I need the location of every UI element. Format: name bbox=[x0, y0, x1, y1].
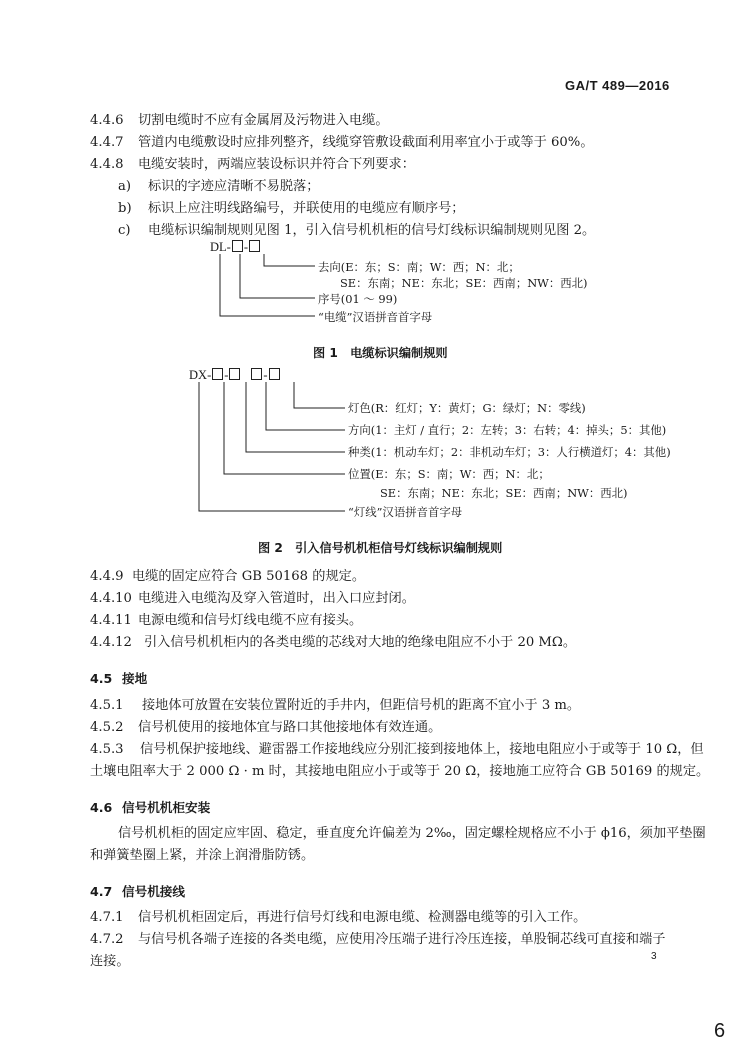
figure1-prefix: DL bbox=[210, 240, 227, 254]
clause-number: 4.4.6 bbox=[90, 113, 124, 128]
section-number: 4.5 bbox=[90, 671, 113, 686]
section-title: 信号机接线 bbox=[122, 884, 185, 899]
figure2-label-pinyin: “灯线”汉语拼音首字母 bbox=[348, 505, 463, 519]
clause-number: 4.5.1 bbox=[90, 698, 124, 713]
clause-text: 管道内电缆敷设时应排列整齐，线缆穿管敷设截面利用率宜小于或等于 60%。 bbox=[138, 135, 594, 150]
clause-number: 4.4.11 bbox=[90, 613, 132, 628]
figure2-sep: - bbox=[207, 368, 212, 382]
clause-4-4-9 bbox=[90, 569, 365, 585]
figure1-label-serial: 序号(01 ～ 99) bbox=[318, 292, 398, 306]
clause-4-7-2 bbox=[90, 932, 666, 948]
placeholder-box bbox=[212, 368, 223, 380]
clause-number: 4.5.3 bbox=[90, 742, 124, 757]
clause-number: 4.4.12 bbox=[90, 635, 132, 650]
section-title: 信号机机柜安装 bbox=[122, 800, 211, 815]
section-number: 4.6 bbox=[90, 800, 113, 815]
section-4-6-line2: 和弹簧垫圈上紧，并涂上润滑脂防锈。 bbox=[90, 848, 315, 863]
clause-text: 电缆安装时，两端应装设标识并符合下列要求： bbox=[138, 157, 415, 172]
figure1-label-pinyin: “电缆”汉语拼音首字母 bbox=[318, 310, 433, 324]
section-4-6-heading bbox=[90, 797, 210, 816]
clause-number: 4.7.1 bbox=[90, 910, 124, 925]
clause-4-5-1 bbox=[90, 698, 580, 714]
clause-4-7-1 bbox=[90, 910, 586, 926]
clause-4-4-12 bbox=[90, 635, 576, 651]
figure2-sep: - bbox=[263, 368, 268, 382]
placeholder-box bbox=[269, 368, 280, 380]
clause-text: 引入信号机机柜内的各类电缆的芯线对大地的绝缘电阻应不小于 20 MΩ。 bbox=[144, 635, 577, 650]
figure2-label-position: 位置(E：东；S：南；W：西；N：北； bbox=[348, 467, 550, 481]
sheet-number: 6 bbox=[714, 1020, 726, 1042]
list-label: b) bbox=[118, 201, 132, 216]
clause-number: 4.4.10 bbox=[90, 591, 132, 606]
clause-text: 电源电缆和信号灯线电缆不应有接头。 bbox=[138, 613, 363, 628]
clause-4-5-3-continuation: 土壤电阻率大于 2 000 Ω · m 时，其接地电阻应小于或等于 20 Ω，接地施工应符合 GB 50169 的规定。 bbox=[90, 764, 710, 779]
figure1-label-direction: 去向(E：东；S：南；W：西；N：北； bbox=[318, 260, 520, 274]
section-4-5-heading bbox=[90, 668, 147, 687]
clause-number: 4.7.2 bbox=[90, 932, 124, 947]
list-text: 标识上应注明线路编号，并联使用的电缆应有顺序号； bbox=[148, 201, 465, 216]
figure1-sep: - bbox=[226, 240, 231, 254]
clause-4-5-2 bbox=[90, 720, 441, 736]
section-title: 接地 bbox=[122, 671, 148, 686]
clause-number: 4.4.9 bbox=[90, 569, 124, 584]
clause-text: 信号机使用的接地体宜与路口其他接地体有效连通。 bbox=[138, 720, 442, 735]
figure2-sep: - bbox=[224, 368, 229, 382]
section-4-6-line1: 信号机机柜的固定应牢固、稳定，垂直度允许偏差为 2‰，固定螺栓规格应不小于 ϕ16，须加平垫圈 bbox=[118, 826, 706, 841]
figure1-caption: 图 1 电缆标识编制规则 bbox=[313, 346, 448, 360]
figure1-label-direction-cont: SE：东南；NE：东北；SE：西南；NW：西北) bbox=[340, 276, 588, 290]
clause-text: 电缆进入电缆沟及穿入管道时，出入口应封闭。 bbox=[138, 591, 415, 606]
figure2-code bbox=[189, 368, 281, 383]
placeholder-box bbox=[251, 368, 262, 380]
figure1-sep: - bbox=[243, 240, 249, 254]
section-number: 4.7 bbox=[90, 884, 113, 899]
clause-4-4-11 bbox=[90, 613, 362, 629]
figure2-caption: 图 2 引入信号机机柜信号灯线标识编制规则 bbox=[258, 541, 503, 555]
placeholder-box bbox=[229, 368, 240, 380]
clause-text: 信号机机柜固定后，再进行信号灯线和电源电缆、检测器电缆等的引入工作。 bbox=[138, 910, 587, 925]
clause-text: 与信号机各端子连接的各类电缆，应使用冷压端子进行冷压连接，单股铜芯线可直接和端子 bbox=[138, 932, 666, 947]
list-text: 电缆标识编制规则见图 1，引入信号机机柜的信号灯线标识编制规则见图 2。 bbox=[148, 223, 596, 238]
figure2-label-position-cont: SE：东南；NE：东北；SE：西南；NW：西北) bbox=[380, 486, 628, 500]
figure2-label-color: 灯色(R：红灯；Y：黄灯；G：绿灯；N：零线) bbox=[348, 401, 586, 415]
figure2-prefix: DX bbox=[189, 368, 208, 382]
clause-number: 4.5.2 bbox=[90, 720, 124, 735]
list-text: 标识的字迹应清晰不易脱落； bbox=[148, 179, 320, 194]
clause-number: 4.4.8 bbox=[90, 157, 124, 172]
clause-4-5-3 bbox=[90, 742, 704, 758]
clause-4-7-2-continuation: 连接。 bbox=[90, 954, 130, 969]
page-number: 3 bbox=[651, 951, 657, 962]
clause-4-4-10 bbox=[90, 591, 415, 607]
clause-number: 4.4.7 bbox=[90, 135, 124, 150]
section-4-7-heading bbox=[90, 881, 185, 900]
standard-code: GA/T 489—2016 bbox=[565, 78, 670, 93]
clause-text: 接地体可放置在安装位置附近的手井内，但距信号机的距离不宜小于 3 m。 bbox=[142, 698, 581, 713]
clause-text: 信号机保护接地线、避雷器工作接地线应分别汇接到接地体上，接地电阻应小于或等于 10 Ω，但 bbox=[140, 742, 704, 757]
clause-text: 电缆的固定应符合 GB 50168 的规定。 bbox=[132, 569, 366, 584]
clause-text: 切割电缆时不应有金属屑及污物进入电缆。 bbox=[138, 113, 389, 128]
list-label: c) bbox=[118, 223, 131, 238]
figure2-label-type: 种类(1：机动车灯；2：非机动车灯；3：人行横道灯；4：其他) bbox=[348, 445, 671, 459]
figure2-label-direction: 方向(1：主灯 / 直行；2：左转；3：右转；4：掉头；5：其他) bbox=[348, 423, 667, 437]
list-label: a) bbox=[118, 179, 132, 194]
